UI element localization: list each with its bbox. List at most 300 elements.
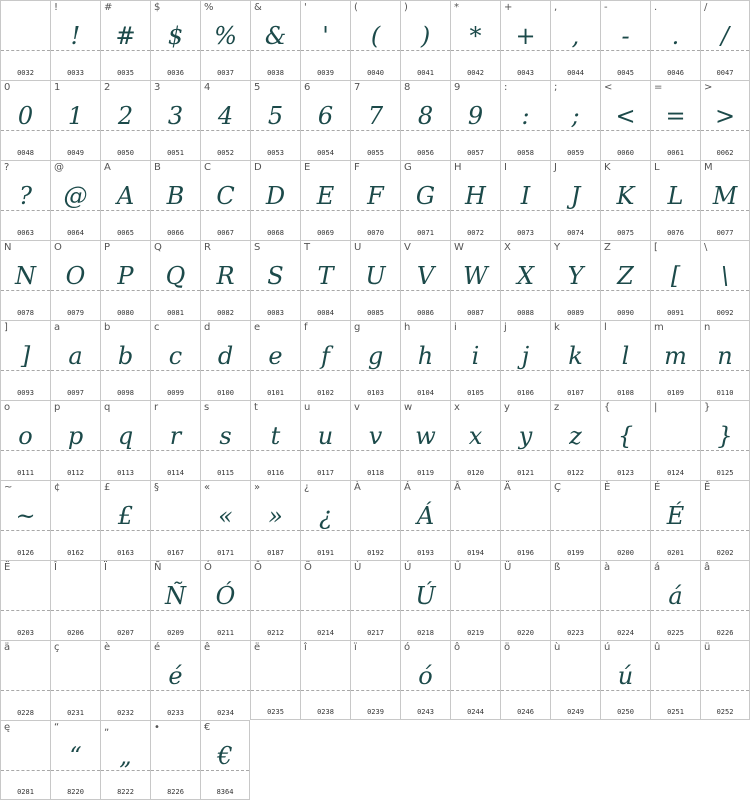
glyph-cell[interactable] (50, 400, 100, 480)
glyph-cell[interactable] (600, 640, 650, 720)
character-code: 0238 (317, 708, 334, 716)
glyph-cell[interactable] (100, 640, 150, 720)
glyph-cell[interactable] (650, 0, 700, 80)
reference-character: H (454, 162, 462, 173)
glyph-cell[interactable] (500, 480, 550, 560)
character-code: 0244 (467, 708, 484, 716)
reference-character: d (204, 322, 211, 333)
glyph-cell[interactable] (0, 400, 50, 480)
glyph-cell[interactable] (550, 560, 600, 640)
baseline-guide (1, 50, 50, 51)
font-glyph: L (667, 182, 684, 210)
reference-character: J (554, 162, 557, 173)
reference-character: & (254, 2, 262, 13)
glyph-cell[interactable] (100, 560, 150, 640)
glyph-cell[interactable] (550, 640, 600, 720)
reference-character: • (154, 722, 160, 733)
character-code: 0101 (267, 389, 284, 397)
glyph-cell[interactable] (150, 640, 200, 720)
character-code: 0219 (467, 629, 484, 637)
font-glyph: » (268, 502, 283, 530)
baseline-guide (701, 610, 749, 611)
glyph-cell[interactable] (350, 160, 400, 240)
baseline-guide (701, 690, 749, 691)
reference-character: g (354, 322, 361, 333)
reference-character: Q (154, 242, 162, 253)
baseline-guide (451, 690, 500, 691)
character-code: 0052 (217, 149, 234, 157)
glyph-cell[interactable] (100, 480, 150, 560)
character-code: 0226 (716, 629, 734, 637)
glyph-cell[interactable] (300, 400, 350, 480)
reference-character: ß (554, 562, 561, 573)
reference-character: ê (204, 642, 211, 653)
glyph-cell[interactable] (400, 0, 450, 80)
glyph-cell[interactable] (50, 0, 100, 80)
glyph-cell[interactable] (300, 240, 350, 320)
glyph-cell[interactable] (500, 240, 550, 320)
glyph-cell[interactable] (650, 160, 700, 240)
glyph-cell[interactable] (250, 0, 300, 80)
font-glyph: y (518, 422, 533, 450)
reference-character: 9 (454, 82, 461, 93)
glyph-cell[interactable] (150, 80, 200, 160)
character-code: 0054 (317, 149, 334, 157)
font-glyph: = (665, 102, 686, 130)
character-code: 0038 (267, 69, 284, 77)
character-code: 0045 (617, 69, 634, 77)
glyph-cell[interactable] (100, 160, 150, 240)
font-glyph: Q (165, 262, 186, 290)
glyph-cell[interactable] (650, 80, 700, 160)
reference-character: + (504, 2, 513, 13)
glyph-cell[interactable] (400, 400, 450, 480)
glyph-cell[interactable] (450, 640, 500, 720)
character-code: 0040 (367, 69, 384, 77)
character-code: 0047 (716, 69, 734, 77)
glyph-cell[interactable] (100, 0, 150, 80)
font-glyph: X (516, 262, 535, 290)
reference-character: w (404, 402, 413, 413)
character-code: 0206 (67, 629, 84, 637)
font-glyph: * (469, 22, 482, 50)
reference-character: 7 (354, 82, 361, 93)
glyph-cell[interactable] (700, 400, 750, 480)
glyph-cell[interactable] (150, 320, 200, 400)
glyph-cell[interactable] (150, 160, 200, 240)
font-glyph: ? (19, 182, 32, 210)
glyph-cell[interactable] (600, 240, 650, 320)
glyph-cell[interactable] (650, 640, 700, 720)
reference-character: s (204, 402, 210, 413)
glyph-cell[interactable] (50, 560, 100, 640)
character-code: 0091 (667, 309, 684, 317)
character-code: 0126 (17, 549, 34, 557)
reference-character: ç (54, 642, 60, 653)
font-glyph: ' (322, 22, 329, 50)
character-code: 0064 (67, 229, 84, 237)
character-code: 0050 (117, 149, 134, 157)
glyph-cell[interactable] (500, 320, 550, 400)
glyph-cell[interactable] (0, 80, 50, 160)
reference-character: Á (404, 482, 411, 493)
glyph-cell[interactable] (400, 640, 450, 720)
character-code: 0035 (117, 69, 134, 77)
reference-character: . (654, 2, 658, 13)
glyph-cell[interactable] (550, 480, 600, 560)
character-code: 0060 (617, 149, 634, 157)
glyph-cell[interactable] (350, 640, 400, 720)
font-glyph: A (116, 182, 135, 210)
glyph-cell[interactable] (550, 400, 600, 480)
character-code: 0079 (67, 309, 84, 317)
glyph-cell[interactable] (500, 0, 550, 80)
glyph-cell[interactable] (550, 320, 600, 400)
character-code: 0044 (567, 69, 584, 77)
glyph-cell[interactable] (600, 80, 650, 160)
glyph-cell[interactable] (400, 560, 450, 640)
character-code: 0110 (716, 389, 734, 397)
character-code: 0046 (667, 69, 684, 77)
reference-character: 4 (204, 82, 211, 93)
glyph-cell[interactable] (700, 320, 750, 400)
font-glyph: p (67, 422, 84, 450)
font-glyph: f (321, 342, 330, 370)
font-glyph: q (117, 422, 134, 450)
glyph-cell[interactable] (300, 160, 350, 240)
glyph-cell[interactable] (450, 240, 500, 320)
character-code: 0239 (367, 708, 384, 716)
glyph-cell[interactable] (500, 400, 550, 480)
character-code: 0250 (617, 708, 634, 716)
reference-character: ; (554, 82, 558, 93)
reference-character: : (504, 82, 508, 93)
character-code: 0086 (417, 309, 434, 317)
glyph-cell[interactable] (0, 640, 50, 720)
font-glyph: É (666, 502, 685, 530)
glyph-cell[interactable] (200, 480, 250, 560)
font-glyph: ¿ (319, 502, 332, 530)
glyph-cell[interactable] (250, 640, 300, 720)
glyph-cell[interactable] (300, 320, 350, 400)
reference-character: X (504, 242, 511, 253)
baseline-guide (351, 530, 400, 531)
glyph-cell[interactable] (200, 160, 250, 240)
glyph-cell[interactable] (200, 320, 250, 400)
glyph-cell[interactable] (600, 480, 650, 560)
glyph-cell[interactable] (150, 560, 200, 640)
font-glyph: 0 (17, 102, 34, 130)
baseline-guide (501, 530, 550, 531)
character-code: 0214 (317, 629, 334, 637)
font-glyph: J (570, 182, 581, 210)
glyph-cell[interactable] (200, 240, 250, 320)
glyph-cell[interactable] (700, 80, 750, 160)
character-code: 0057 (467, 149, 484, 157)
baseline-guide (251, 690, 300, 691)
glyph-cell[interactable] (50, 80, 100, 160)
character-code: 0085 (367, 309, 384, 317)
glyph-cell[interactable] (500, 640, 550, 720)
reference-character: B (154, 162, 161, 173)
character-code: 0099 (167, 389, 184, 397)
glyph-cell[interactable] (700, 160, 750, 240)
glyph-cell[interactable] (300, 80, 350, 160)
glyph-cell[interactable] (300, 640, 350, 720)
glyph-cell[interactable] (350, 480, 400, 560)
glyph-cell[interactable] (450, 80, 500, 160)
baseline-guide (451, 530, 500, 531)
character-code: 0106 (517, 389, 534, 397)
glyph-cell[interactable] (550, 80, 600, 160)
character-code: 0090 (617, 309, 634, 317)
glyph-cell[interactable] (200, 560, 250, 640)
glyph-cell[interactable] (350, 560, 400, 640)
character-code: 0036 (167, 69, 184, 77)
glyph-cell[interactable] (250, 320, 300, 400)
glyph-cell[interactable] (700, 0, 750, 80)
reference-character: ( (354, 2, 358, 13)
character-code: 8364 (216, 788, 234, 796)
character-code: 0199 (567, 549, 584, 557)
font-glyph: 2 (117, 102, 134, 130)
glyph-cell[interactable] (0, 720, 50, 800)
font-glyph: u (317, 422, 334, 450)
reference-character: q (104, 402, 111, 413)
glyph-cell[interactable] (50, 720, 100, 800)
glyph-cell[interactable] (100, 720, 150, 800)
character-code: 0051 (167, 149, 184, 157)
glyph-cell[interactable] (350, 0, 400, 80)
glyph-cell[interactable] (250, 560, 300, 640)
glyph-cell[interactable] (0, 560, 50, 640)
character-code: 0211 (217, 629, 234, 637)
reference-character: U (354, 242, 362, 253)
font-glyph: i (471, 342, 480, 370)
font-glyph: n (717, 342, 733, 370)
character-code: 0061 (667, 149, 684, 157)
glyph-cell[interactable] (700, 480, 750, 560)
font-glyph: - (621, 22, 630, 50)
glyph-cell[interactable] (700, 640, 750, 720)
font-glyph: « (218, 502, 233, 530)
glyph-cell[interactable] (200, 400, 250, 480)
glyph-cell[interactable] (0, 160, 50, 240)
glyph-cell[interactable] (0, 240, 50, 320)
glyph-cell[interactable] (400, 240, 450, 320)
reference-character: Ù (354, 562, 362, 573)
character-code: 0218 (417, 629, 434, 637)
glyph-cell[interactable] (400, 160, 450, 240)
glyph-cell[interactable] (400, 480, 450, 560)
baseline-guide (101, 690, 150, 691)
font-glyph: O (65, 262, 86, 290)
reference-character: 3 (154, 82, 161, 93)
character-code: 0233 (167, 709, 184, 717)
reference-character: $ (154, 2, 161, 13)
glyph-cell[interactable] (50, 480, 100, 560)
font-glyph: [ (670, 262, 681, 290)
glyph-cell[interactable] (450, 0, 500, 80)
glyph-cell[interactable] (450, 480, 500, 560)
font-glyph: á (668, 582, 683, 610)
reference-character: ó (404, 642, 411, 653)
glyph-cell[interactable] (650, 560, 700, 640)
glyph-cell[interactable] (150, 240, 200, 320)
glyph-cell[interactable] (600, 400, 650, 480)
font-glyph: $ (167, 22, 184, 50)
glyph-cell[interactable] (200, 0, 250, 80)
reference-character: » (254, 482, 261, 493)
glyph-cell[interactable] (650, 400, 700, 480)
font-glyph: ó (418, 662, 433, 690)
reference-character: l (604, 322, 607, 333)
reference-character: G (404, 162, 412, 173)
glyph-cell[interactable] (700, 560, 750, 640)
reference-character: * (454, 2, 459, 13)
character-code: 0103 (367, 389, 384, 397)
font-glyph: ú (617, 662, 634, 690)
reference-character: ä (4, 642, 11, 653)
glyph-cell[interactable] (250, 80, 300, 160)
glyph-cell[interactable] (650, 320, 700, 400)
reference-character: ô (454, 642, 461, 653)
reference-character: b (104, 322, 111, 333)
character-code: 0113 (117, 469, 134, 477)
character-code: 0167 (167, 549, 184, 557)
glyph-cell[interactable] (700, 240, 750, 320)
character-code: 0053 (267, 149, 284, 157)
baseline-guide (1, 770, 50, 771)
glyph-cell[interactable] (250, 240, 300, 320)
reference-character: = (654, 82, 663, 93)
glyph-cell[interactable] (450, 560, 500, 640)
character-code: 0033 (67, 69, 84, 77)
glyph-cell[interactable] (300, 480, 350, 560)
glyph-cell[interactable] (50, 640, 100, 720)
glyph-cell[interactable] (50, 320, 100, 400)
glyph-cell[interactable] (350, 400, 400, 480)
glyph-cell[interactable] (400, 320, 450, 400)
glyph-cell[interactable] (150, 720, 200, 800)
reference-character: à (604, 562, 611, 573)
glyph-cell[interactable] (500, 160, 550, 240)
glyph-cell[interactable] (250, 480, 300, 560)
glyph-cell[interactable] (450, 320, 500, 400)
character-code: 0049 (67, 149, 84, 157)
glyph-cell[interactable] (400, 80, 450, 160)
glyph-cell[interactable] (0, 0, 50, 80)
reference-character: 2 (104, 82, 111, 93)
glyph-cell[interactable] (0, 480, 50, 560)
glyph-cell[interactable] (250, 400, 300, 480)
character-code: 0232 (117, 709, 134, 717)
font-glyph: o (18, 422, 33, 450)
reference-character: z (554, 402, 560, 413)
glyph-cell[interactable] (50, 160, 100, 240)
glyph-cell[interactable] (550, 160, 600, 240)
glyph-cell[interactable] (100, 240, 150, 320)
glyph-cell[interactable] (350, 240, 400, 320)
glyph-cell[interactable] (600, 320, 650, 400)
glyph-cell[interactable] (100, 400, 150, 480)
glyph-cell[interactable] (100, 320, 150, 400)
font-glyph: d (217, 342, 234, 370)
glyph-cell[interactable] (200, 80, 250, 160)
character-code: 0225 (667, 629, 684, 637)
reference-character: Î (54, 562, 57, 573)
font-glyph: 3 (167, 102, 184, 130)
character-code: 0203 (17, 629, 34, 637)
glyph-cell[interactable] (600, 160, 650, 240)
glyph-cell[interactable] (0, 320, 50, 400)
glyph-cell[interactable] (550, 0, 600, 80)
font-glyph: % (214, 22, 237, 50)
font-glyph: N (15, 262, 36, 290)
reference-character: É (654, 482, 661, 493)
glyph-cell[interactable] (600, 0, 650, 80)
character-code: 0058 (517, 149, 534, 157)
font-glyph: € (217, 742, 233, 770)
font-glyph: s (219, 422, 232, 450)
glyph-cell[interactable] (350, 320, 400, 400)
glyph-cell[interactable] (150, 0, 200, 80)
glyph-cell[interactable] (450, 160, 500, 240)
glyph-cell[interactable] (300, 560, 350, 640)
reference-character: 0 (4, 82, 11, 93)
glyph-cell[interactable] (200, 720, 250, 800)
glyph-cell[interactable] (450, 400, 500, 480)
glyph-cell[interactable] (200, 640, 250, 720)
character-code: 0080 (117, 309, 134, 317)
glyph-cell[interactable] (650, 480, 700, 560)
reference-character: ú (604, 642, 611, 653)
character-code: 0281 (17, 788, 34, 796)
glyph-cell[interactable] (350, 80, 400, 160)
reference-character: u (304, 402, 311, 413)
font-glyph: x (468, 422, 483, 450)
glyph-cell[interactable] (600, 560, 650, 640)
baseline-guide (351, 610, 400, 611)
glyph-cell[interactable] (150, 400, 200, 480)
font-glyph: W (463, 262, 488, 290)
character-code: 0039 (317, 69, 334, 77)
reference-character: Ü (504, 562, 512, 573)
character-code: 0070 (367, 229, 384, 237)
reference-character: ¢ (54, 482, 61, 493)
font-glyph: z (569, 422, 582, 450)
glyph-cell[interactable] (550, 240, 600, 320)
character-code: 0068 (267, 229, 284, 237)
glyph-cell[interactable] (150, 480, 200, 560)
glyph-cell[interactable] (250, 160, 300, 240)
glyph-cell[interactable] (650, 240, 700, 320)
glyph-cell[interactable] (500, 80, 550, 160)
character-code: 0056 (417, 149, 434, 157)
glyph-cell[interactable] (500, 560, 550, 640)
glyph-cell[interactable] (100, 80, 150, 160)
reference-character: O (54, 242, 62, 253)
baseline-guide (51, 530, 100, 531)
font-glyph: I (520, 182, 531, 210)
glyph-cell[interactable] (50, 240, 100, 320)
reference-character: Ä (504, 482, 511, 493)
baseline-guide (551, 610, 600, 611)
baseline-guide (551, 690, 600, 691)
character-code: 0104 (417, 389, 434, 397)
character-code: 0231 (67, 709, 84, 717)
glyph-cell[interactable] (300, 0, 350, 80)
